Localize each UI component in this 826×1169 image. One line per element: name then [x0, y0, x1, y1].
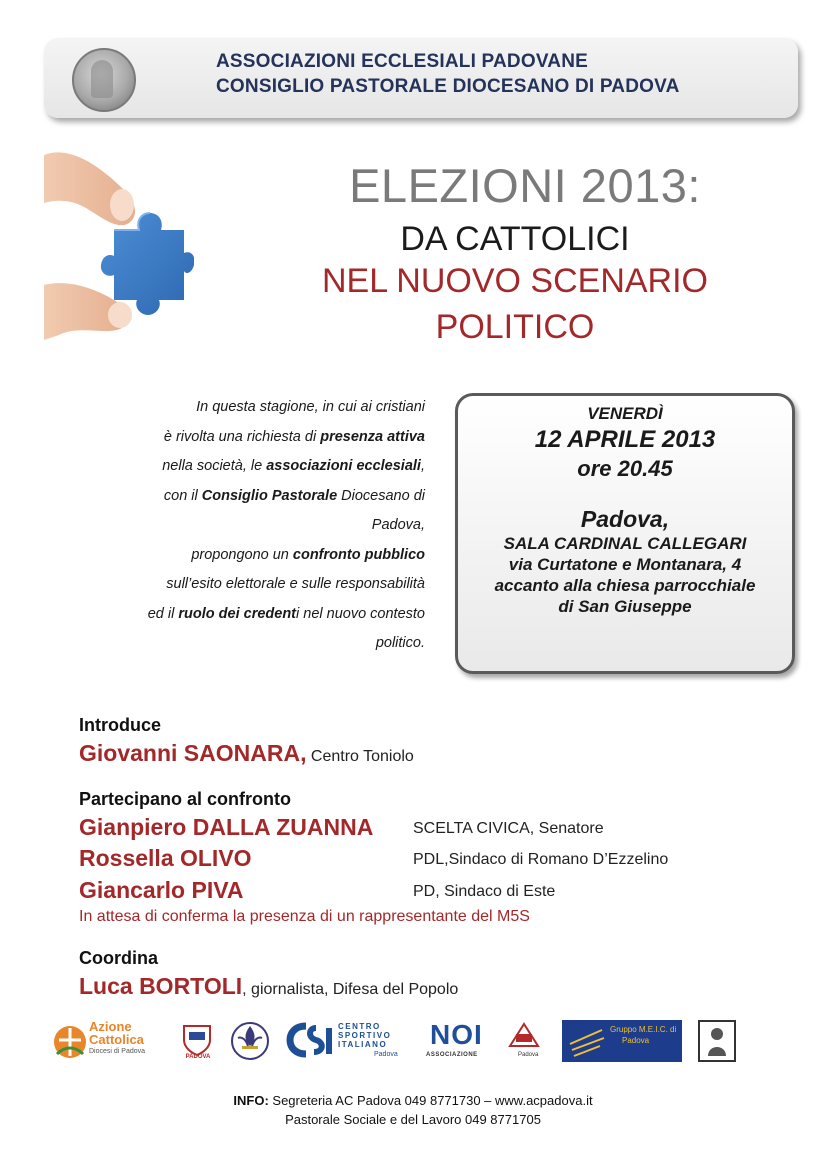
- azione-cattolica-logo: [53, 1020, 165, 1062]
- diocese-seal-logo: [72, 48, 136, 112]
- logo-text: NOI: [430, 1019, 483, 1050]
- logo-text: CENTRO: [338, 1022, 381, 1031]
- event-address: via Curtatone e Montanara, 4: [508, 555, 742, 574]
- event-time: ore 20.45: [577, 456, 673, 481]
- title-line-1: ELEZIONI 2013:: [349, 159, 701, 212]
- logo-text: Padova: [518, 1052, 539, 1058]
- desc-line: è rivolta una richiesta di presenza attiva: [163, 428, 425, 445]
- desc-line: In questa stagione, in cui ai cristiani: [196, 399, 425, 415]
- introducer-affiliation: Centro Toniolo: [306, 748, 414, 765]
- desc-line: politico.: [375, 635, 425, 651]
- event-info-box: [455, 393, 795, 674]
- participants-label: Partecipano al confronto: [79, 789, 292, 809]
- logo-text: Diocesi di Padova: [89, 1048, 146, 1055]
- introduce-label: Introduce: [79, 715, 162, 735]
- footer-info: [0, 1091, 826, 1129]
- title-line-4: POLITICO: [435, 308, 595, 346]
- csi-logo: [286, 1020, 410, 1062]
- desc-line: nella società, le associazioni ecclesiali,: [162, 458, 425, 474]
- desc-line: propongono un confronto pubblico: [191, 546, 425, 563]
- sponsor-logos: [50, 1020, 740, 1065]
- event-day: VENERDÌ: [587, 404, 663, 423]
- logo-text: Cattolica: [89, 1032, 144, 1047]
- participant-name: Gianpiero DALLA ZUANNA: [79, 814, 374, 840]
- participant-role: SCELTA CIVICA, Senatore: [413, 820, 604, 837]
- event-date: 12 APRILE 2013: [534, 426, 716, 453]
- fuci-logo: [506, 1020, 546, 1062]
- logo-text: ASSOCIAZIONE: [426, 1052, 478, 1058]
- participant-name: Rossella OLIVO: [79, 845, 252, 871]
- logo-text: Azione: [89, 1019, 132, 1034]
- title-block: [250, 160, 780, 348]
- fleur-de-lis-icon: [230, 1020, 270, 1062]
- footer-line-2: Pastorale Sociale e del Lavoro 049 8771705: [285, 1112, 541, 1127]
- logo-text: SPORTIVO: [338, 1031, 392, 1040]
- event-near-1: accanto alla chiesa parrocchiale: [494, 576, 756, 595]
- fuci-mark-icon: [506, 1020, 542, 1052]
- logo-text: PADOVA: [185, 1054, 211, 1060]
- confirmation-note: In attesa di conferma la presenza di un rappresentante del M5S: [79, 908, 530, 925]
- logo-text: Padova: [622, 1036, 650, 1045]
- coordinator: [79, 973, 458, 1000]
- event-near-2: di San Giuseppe: [558, 597, 692, 616]
- header-line-1: ASSOCIAZIONI ECCLESIALI PADOVANE: [216, 51, 589, 72]
- event-city: Padova,: [580, 506, 670, 532]
- csi-mark-icon: [286, 1020, 334, 1060]
- acg-logo: [180, 1020, 216, 1062]
- logo-text: Padova: [374, 1051, 398, 1058]
- scout-logo: [230, 1020, 270, 1062]
- hand-puzzle-illustration: [44, 135, 194, 365]
- title-line-3: NEL NUOVO SCENARIO: [321, 262, 709, 300]
- coordinator-affiliation: , giornalista, Difesa del Popolo: [242, 981, 459, 998]
- coordinator-label: Coordina: [79, 948, 158, 968]
- header-line-2: CONSIGLIO PASTORALE DIOCESANO DI PADOVA: [216, 76, 680, 97]
- description-text: [95, 393, 425, 659]
- logo-text: ITALIANO: [338, 1040, 388, 1049]
- desc-line: sull’esito elettorale e sulle responsabilità: [166, 576, 425, 592]
- logo-text: Gruppo M.E.I.C. di: [610, 1025, 677, 1034]
- participant-role: PD, Sindaco di Este: [413, 883, 556, 900]
- acg-shield-icon: [180, 1022, 214, 1056]
- desc-line: Padova,: [371, 517, 425, 533]
- introducer-name: Giovanni SAONARA,: [79, 740, 307, 766]
- title-line-2: DA CATTOLICI: [400, 220, 630, 258]
- participant-role: PDL,Sindaco di Romano D’Ezzelino: [413, 851, 669, 868]
- desc-line: con il Consiglio Pastorale Diocesano di: [163, 487, 425, 504]
- coordinator-name: Luca BORTOLI: [79, 973, 243, 999]
- desc-line: ed il ruolo dei credenti nel nuovo contesto: [147, 605, 425, 622]
- azione-cattolica-icon: [53, 1020, 87, 1060]
- info-text: Segreteria AC Padova 049 8771730 – www.acpadova.it: [268, 1093, 593, 1108]
- participant-name: Giancarlo PIVA: [79, 877, 244, 903]
- event-venue: SALA CARDINAL CALLEGARI: [503, 534, 747, 553]
- footer-line-1: [0, 1091, 826, 1110]
- meic-stars-icon: [566, 1024, 606, 1058]
- header-banner: [44, 38, 798, 118]
- info-label: INFO:: [233, 1093, 269, 1108]
- emblem-figure-icon: [700, 1022, 734, 1060]
- meic-logo: [562, 1020, 682, 1062]
- introducer: [79, 740, 414, 767]
- noi-associazione-logo: [426, 1020, 488, 1062]
- emblem-logo: [698, 1020, 736, 1062]
